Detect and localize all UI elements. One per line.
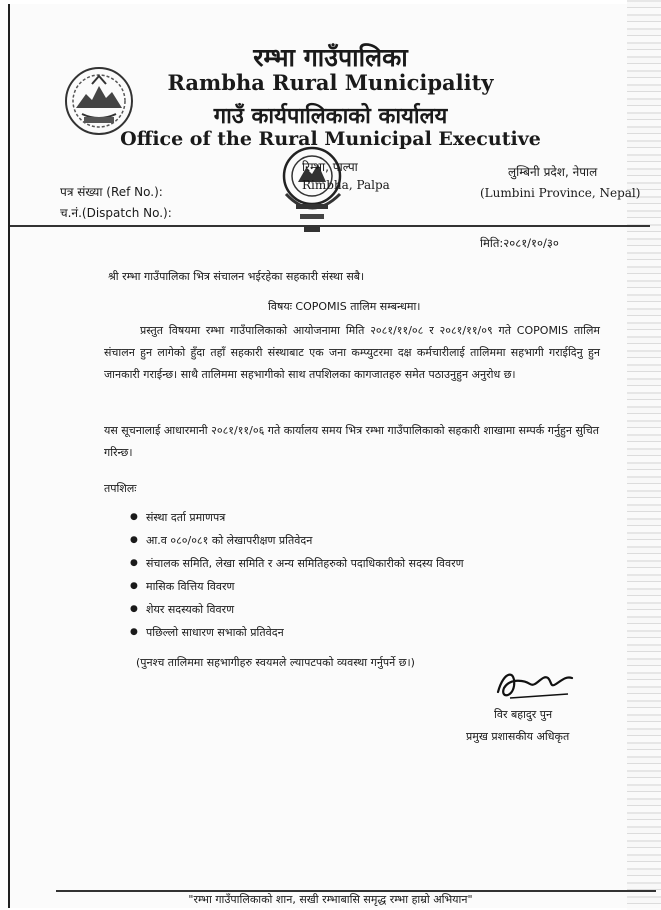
office-name-en: Office of the Rural Municipal Executive (120, 128, 541, 150)
footer-slogan: "रम्भा गाउँपालिकाको शान, सखी रम्भाबासि समृद्ध रम्भा हाम्रो अभियान" (188, 893, 473, 906)
list-item: ● संस्था दर्ता प्रमाणपत्र (146, 506, 464, 529)
document-list (130, 506, 464, 644)
subject-line: विषयः COPOMIS तालिम सम्बन्धमा। (268, 300, 421, 313)
body-paragraph-2-text: यस सूचनालाई आधारमानी २०८१/११/०६ गते कार्यालय समय भित्र रम्भा गाउँपालिकाको सहकारी शाखामा सम्पर्क गर्नुहुन सुचित गरिन्छ। (104, 424, 600, 459)
office-name-np: गाउँ कार्यपालिकाको कार्यालय (213, 104, 448, 129)
signatory-title: प्रमुख प्रशासकीय अधिकृत (466, 730, 570, 743)
list-item: ● आ.व ०८०/०८१ को लेखापरीक्षण प्रतिवेदन (146, 529, 464, 552)
handwritten-signature (490, 664, 580, 704)
letter-date: मिति:२०८१/१०/३० (480, 236, 559, 250)
body-paragraph-2 (104, 420, 600, 464)
header-divider (10, 225, 650, 227)
body-paragraph-1-text: प्रस्तुत विषयमा रम्भा गाउँपालिकाको आयोजनामा मिति २०८१/११/०८ र २०८१/११/०९ गते COPOMIS तालिम संचालन हुन लागेको हुँदा तहाँ सहकारी संस्थाबाट एक जना कम्प्युटरमा दक्ष कर्मचारीलाई तालिममा सहभागी गराईदिनु हुन जानकारी गराईन्छ। साथै तालिममा सहभागीको साथ तपशिलका कागजातहरु समेत पठाउनुहुन अनुरोध छ। (104, 324, 600, 381)
dispatch-number-label: च.नं.(Dispatch No.): (60, 206, 172, 220)
address-local-en: Rimbha, Palpa (302, 178, 390, 192)
municipality-name-np: रम्भा गाउँपालिका (253, 43, 408, 72)
body-paragraph-1 (104, 320, 600, 386)
tapasil-label: तपशिलः (104, 482, 137, 495)
postscript-note: (पुनश्च तालिममा सहभागीहरु स्वयमले ल्यापटपको व्यवस्था गर्नुपर्ने छ।) (136, 656, 415, 669)
list-item: ● मासिक वित्तिय विवरण (146, 575, 464, 598)
province-np: लुम्बिनी प्रदेश, नेपाल (508, 165, 598, 179)
addressee: श्री रम्भा गाउँपालिका भित्र संचालन भईरहेका सहकारी संस्था सबै। (108, 270, 365, 283)
ref-number-label: पत्र संख्या (Ref No.): (60, 185, 163, 199)
province-en: (Lumbini Province, Nepal) (480, 186, 641, 200)
list-item: ● संचालक समिति, लेखा समिति र अन्य समितिहरुको पदाधिकारीको सदस्य विवरण (146, 552, 464, 575)
municipality-name-en: Rambha Rural Municipality (167, 70, 494, 95)
list-item: ● पछिल्लो साधारण सभाको प्रतिवेदन (146, 621, 464, 644)
list-item: ● शेयर सदस्यको विवरण (146, 598, 464, 621)
signatory-name: विर बहादुर पुन (494, 708, 553, 721)
address-local-np: रिम्भा, पाल्पा (302, 160, 358, 174)
